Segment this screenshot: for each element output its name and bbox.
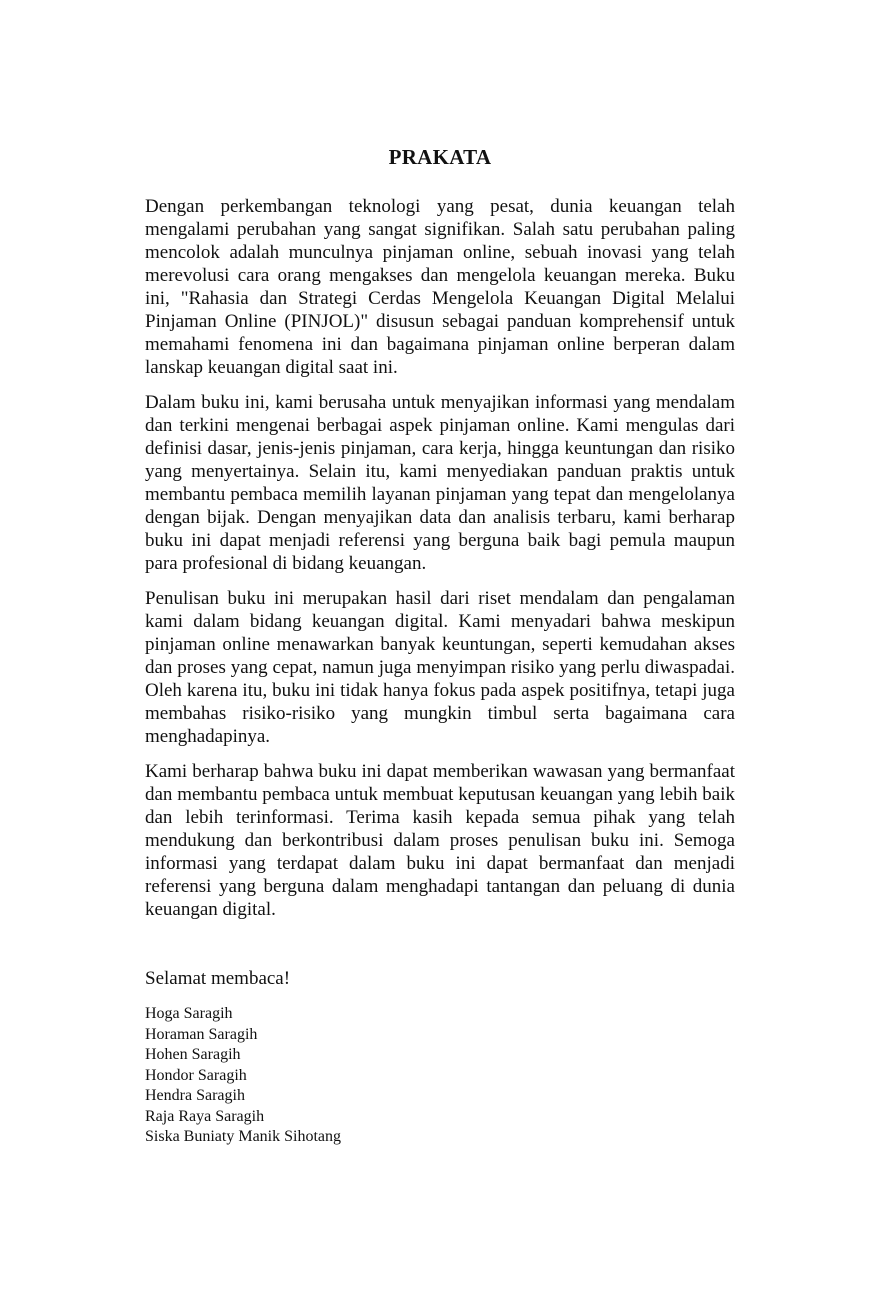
author-name: Siska Buniaty Manik Sihotang <box>145 1128 341 1145</box>
author-name: Hondor Saragih <box>145 1066 247 1084</box>
paragraph-4: Kami berharap bahwa buku ini dapat memberikan wawasan yang bermanfaat dan membantu pembaca untuk membuat keputusan keuangan yang lebih baik dan lebih terinformasi. Terima kasih kepada semua pihak yang telah mendukung dan berkontribusi dalam proses penulisan buku ini. Semoga informasi yang terdapat dalam buku ini dapat bermanfaat dan menjadi referensi yang berguna dalam menghadapi tantangan dan peluang di dunia keuangan digital. <box>145 761 735 920</box>
author-name: Horaman Saragih <box>145 1025 258 1043</box>
paragraph-2: Dalam buku ini, kami berusaha untuk menyajikan informasi yang mendalam dan terkini mengenai berbagai aspek pinjaman online. Kami mengulas dari definisi dasar, jenis-jenis pinjaman, cara kerja, hingga keuntungan dan risiko yang menyertainya. Selain itu, kami menyediakan panduan praktis untuk membantu pembaca memilih layanan pinjaman yang tepat dan mengelolanya dengan bijak. Dengan menyajikan data dan analisis terbaru, kami berharap buku ini dapat menjadi referensi yang berguna baik bagi pemula maupun para profesional di bidang keuangan. <box>145 392 735 574</box>
author-name: Raja Raya Saragih <box>145 1107 265 1125</box>
author-name: Hohen Saragih <box>145 1046 241 1063</box>
paragraph-1: Dengan perkembangan teknologi yang pesat, dunia keuangan telah mengalami perubahan yang sangat signifikan. Salah satu perubahan paling mencolok adalah munculnya pinjaman online, sebuah inovasi yang telah merevolusi cara orang mengakses dan mengelola keuangan mereka. Buku ini, "Rahasia dan Strategi Cerdas Mengelola Keuangan Digital Melalui Pinjaman Online (PINJOL)" disusun sebagai panduan komprehensif untuk memahami fenomena ini dan bagaimana pinjaman online berperan dalam lanskap keuangan digital saat ini. <box>145 196 735 378</box>
closing-greeting: Selamat membaca! <box>145 968 291 989</box>
author-name: Hoga Saragih <box>145 1005 233 1022</box>
page-title: PRAKATA <box>388 145 492 169</box>
author-name: Hendra Saragih <box>145 1087 245 1104</box>
author-list <box>145 1004 735 1148</box>
document-body <box>145 143 735 1148</box>
paragraph-3: Penulisan buku ini merupakan hasil dari riset mendalam dan pengalaman kami dalam bidang keuangan digital. Kami menyadari bahwa meskipun pinjaman online menawarkan banyak keuntungan, seperti kemudahan akses dan proses yang cepat, namun juga menyimpan risiko yang perlu diwaspadai. Oleh karena itu, buku ini tidak hanya fokus pada aspek positifnya, tetapi juga membahas risiko-risiko yang mungkin timbul serta bagaimana cara menghadapinya. <box>145 588 735 747</box>
